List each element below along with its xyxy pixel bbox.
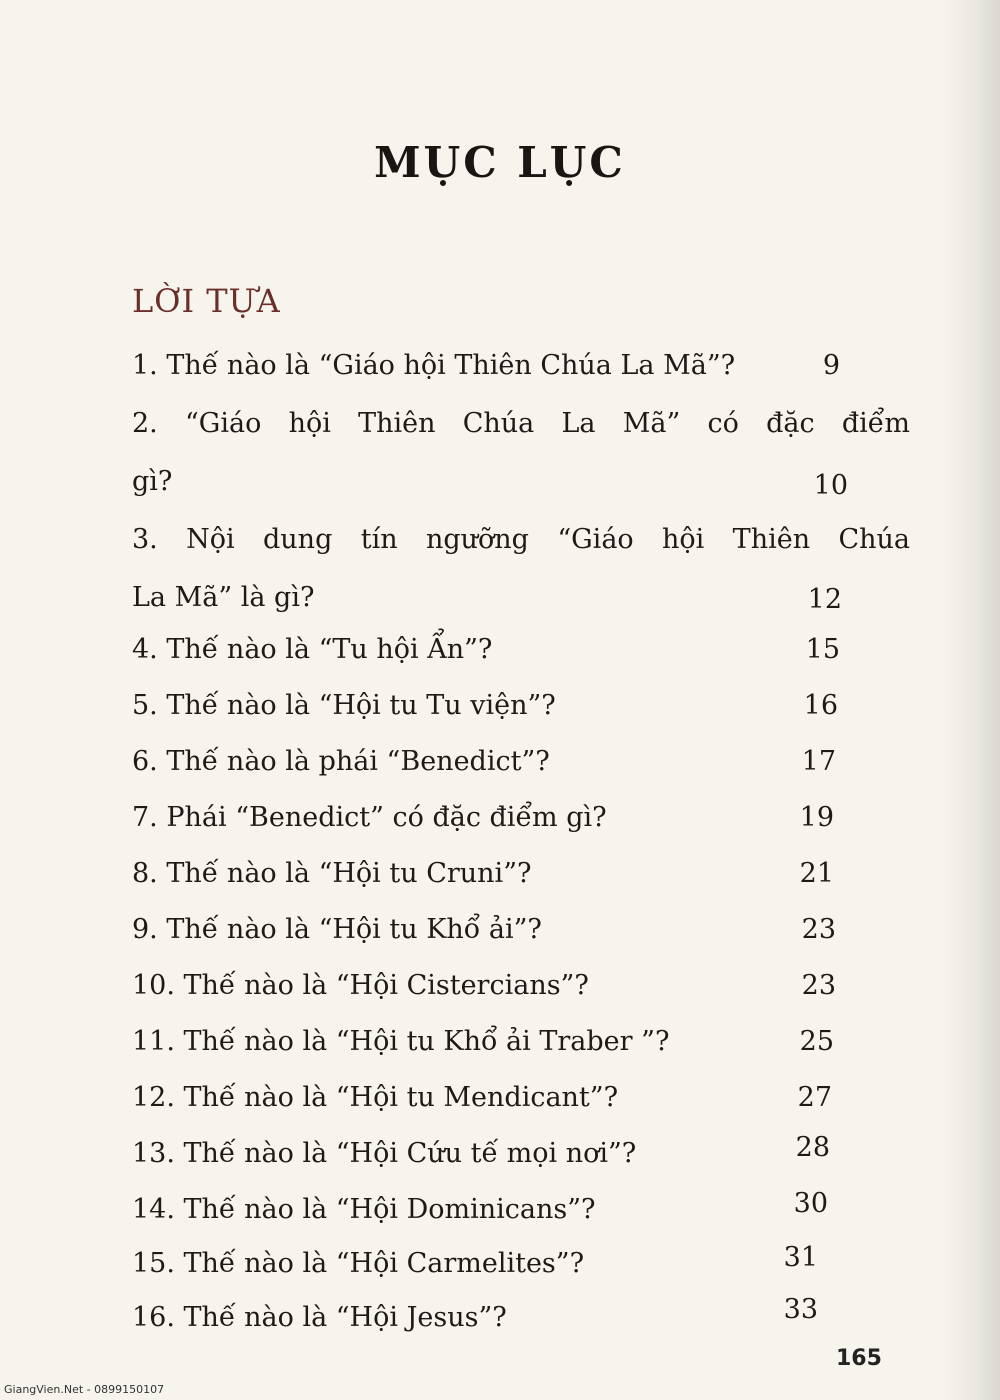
toc-entry-page: 21 (799, 858, 834, 889)
toc-entry-page: 19 (799, 802, 834, 833)
toc-entry-page: 30 (793, 1188, 828, 1219)
toc-entry-page: 28 (795, 1132, 830, 1163)
toc-entry-title: 13. Thế nào là “Hội Cứu tế mọi nơi”? (132, 1138, 637, 1169)
toc-entry-page: 17 (801, 746, 836, 777)
toc-entry-title: 10. Thế nào là “Hội Cistercians”? (132, 970, 589, 1001)
toc-entry-page: 16 (803, 690, 838, 721)
toc-entry-page: 23 (801, 970, 836, 1001)
toc-entry-page: 27 (797, 1082, 832, 1113)
toc-entry-page: 31 (783, 1242, 818, 1273)
toc-entry-title: 8. Thế nào là “Hội tu Cruni”? (132, 858, 532, 889)
toc-entry-title: 16. Thế nào là “Hội Jesus”? (132, 1302, 507, 1333)
toc-entry-title: 6. Thế nào là phái “Benedict”? (132, 746, 550, 777)
toc-entry-title: 12. Thế nào là “Hội tu Mendicant”? (132, 1082, 619, 1113)
toc-entry-page: 9 (822, 350, 840, 381)
toc-entry-title: 3. Nội dung tín ngưỡng “Giáo hội Thiên Chúa (132, 524, 910, 555)
toc-entry-title: 9. Thế nào là “Hội tu Khổ ải”? (132, 914, 542, 945)
toc-entry-page: 23 (801, 914, 836, 945)
toc-entry-page: 33 (783, 1294, 818, 1325)
page-number: 165 (836, 1346, 882, 1371)
toc-entry-title: 4. Thế nào là “Tu hội Ẩn”? (132, 634, 493, 665)
toc-entry-title: 11. Thế nào là “Hội tu Khổ ải Traber ”? (132, 1026, 670, 1057)
watermark: GiangVien.Net - 0899150107 (4, 1383, 165, 1396)
toc-entry-title-continued: gì? (132, 466, 173, 497)
toc-entry-page: 15 (805, 634, 840, 665)
toc-entry-title: 7. Phái “Benedict” có đặc điểm gì? (132, 802, 607, 833)
preface-heading: LỜI TỰA (132, 282, 281, 320)
toc-entry-title: 14. Thế nào là “Hội Dominicans”? (132, 1194, 596, 1225)
toc-entry-title-continued: La Mã” là gì? (132, 582, 315, 613)
page-title: MỤC LỤC (374, 138, 626, 187)
toc-entry-title: 5. Thế nào là “Hội tu Tu viện”? (132, 690, 556, 721)
toc-entry-title: 1. Thế nào là “Giáo hội Thiên Chúa La Mã”? (132, 350, 736, 381)
toc-entry-page: 25 (799, 1026, 834, 1057)
toc-entry-title: 15. Thế nào là “Hội Carmelites”? (132, 1248, 585, 1279)
toc-entry-title: 2. “Giáo hội Thiên Chúa La Mã” có đặc điểm (132, 408, 910, 439)
toc-entry-page: 12 (807, 584, 842, 615)
toc-entry-page: 10 (813, 470, 848, 501)
